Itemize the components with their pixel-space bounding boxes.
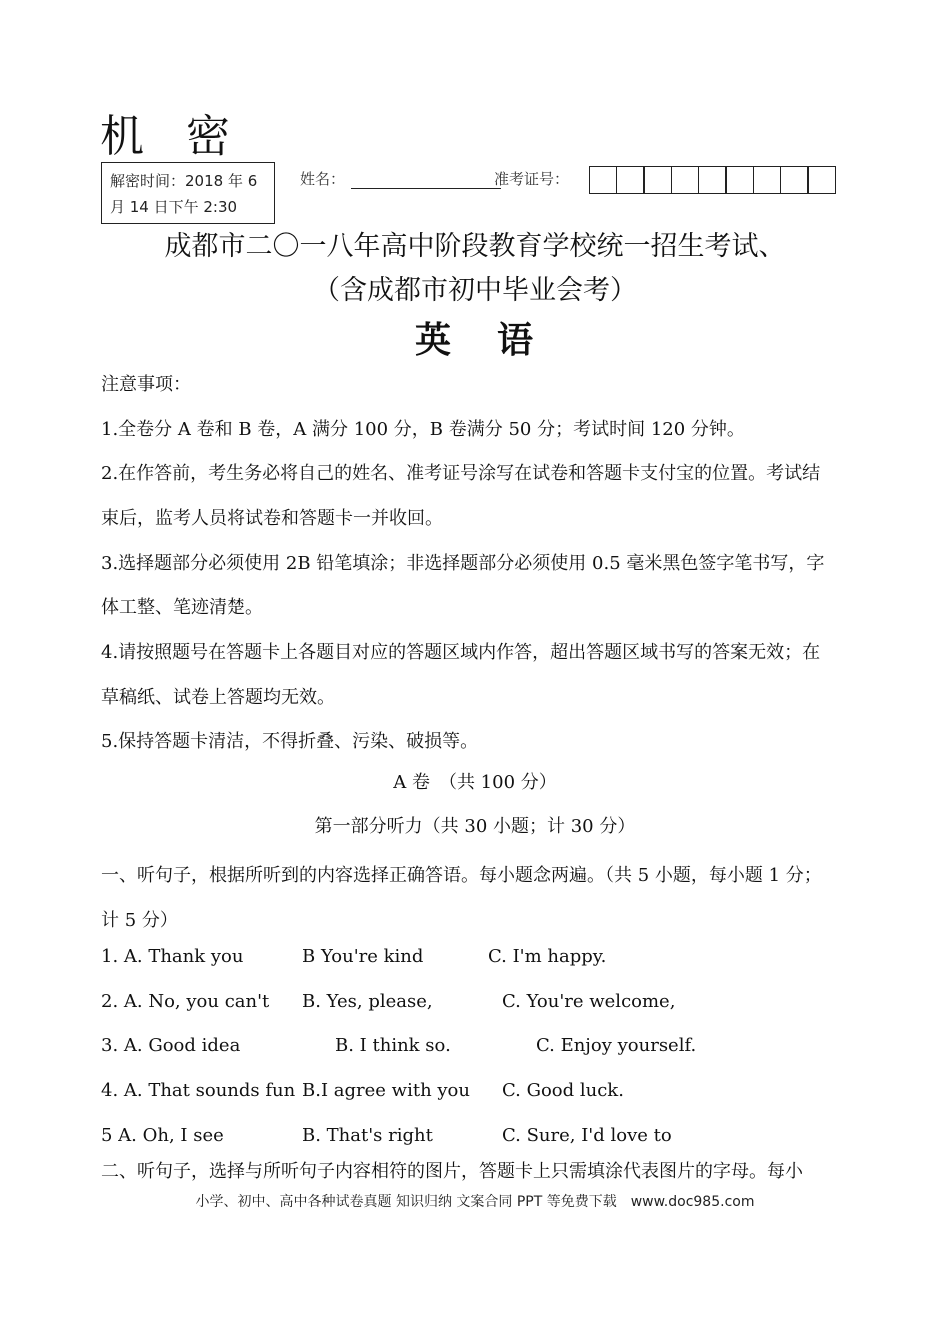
id-label: 准考证号： bbox=[494, 170, 570, 188]
question-1-option-c: C. I'm happy. bbox=[488, 946, 607, 967]
id-digit-box[interactable] bbox=[671, 166, 700, 194]
section-2-intro: 二、听句子，选择与所听句子内容相符的图片，答题卡上只需填涂代表图片的字母。每小 bbox=[101, 1161, 803, 1182]
id-digit-box[interactable] bbox=[589, 166, 618, 194]
question-1-option-b: B You're kind bbox=[302, 946, 424, 967]
question-3-option-a: 3. A. Good idea bbox=[101, 1035, 241, 1056]
notice-item-3b: 体工整、笔迹清楚。 bbox=[101, 597, 263, 618]
notice-item-4a: 4.请按照题号在答题卡上各题目对应的答题区域内作答，超出答题区域书写的答案无效；在 bbox=[101, 642, 821, 663]
subject-char-1: 英 bbox=[414, 319, 453, 361]
question-5-option-b: B. That's right bbox=[302, 1125, 433, 1146]
question-3-option-b: B. I think so. bbox=[335, 1035, 451, 1056]
subject-char-2: 语 bbox=[497, 319, 536, 361]
declassification-box bbox=[101, 162, 275, 224]
notice-item-1: 1.全卷分 A 卷和 B 卷，A 满分 100 分，B 卷满分 50 分；考试时间 120 分钟。 bbox=[101, 419, 745, 440]
id-digit-box[interactable] bbox=[807, 166, 836, 194]
id-digit-box[interactable] bbox=[616, 166, 645, 194]
id-digit-box[interactable] bbox=[753, 166, 782, 194]
notice-item-5: 5.保持答题卡清洁，不得折叠、污染、破损等。 bbox=[101, 731, 479, 752]
name-label: 姓名： bbox=[300, 170, 346, 188]
question-5-option-c: C. Sure, I'd love to bbox=[502, 1125, 672, 1146]
question-4-option-a: 4. A. That sounds fun bbox=[101, 1080, 296, 1101]
id-digit-box[interactable] bbox=[698, 166, 727, 194]
notice-item-3a: 3.选择题部分必须使用 2B 铅笔填涂；非选择题部分必须使用 0.5 毫米黑色签字笔书写，字 bbox=[101, 553, 825, 574]
name-field[interactable] bbox=[300, 168, 501, 189]
question-2-option-a: 2. A. No, you can't bbox=[101, 991, 270, 1012]
secret-char-2: 密 bbox=[186, 111, 234, 162]
declass-line-2: 月 14 日下午 2:30 bbox=[110, 198, 238, 216]
question-4-option-b: B.I agree with you bbox=[302, 1080, 470, 1101]
question-2-option-c: C. You're welcome, bbox=[502, 991, 676, 1012]
question-2-option-b: B. Yes, please, bbox=[302, 991, 433, 1012]
id-number-boxes[interactable] bbox=[590, 166, 836, 194]
id-digit-box[interactable] bbox=[643, 166, 672, 194]
section-1-intro-b: 计 5 分） bbox=[101, 910, 178, 931]
exam-title-line-2: （含成都市初中毕业会考） bbox=[313, 275, 637, 306]
exam-title-line-1: 成都市二〇一八年高中阶段教育学校统一招生考试、 bbox=[164, 231, 786, 262]
declass-line-1: 解密时间：2018 年 6 bbox=[110, 172, 258, 190]
question-3-option-c: C. Enjoy yourself. bbox=[536, 1035, 697, 1056]
id-digit-box[interactable] bbox=[725, 166, 754, 194]
question-5-option-a: 5 A. Oh, I see bbox=[101, 1125, 224, 1146]
secret-mark bbox=[100, 100, 234, 164]
part-1-heading: 第一部分听力（共 30 小题；计 30 分） bbox=[314, 816, 636, 837]
name-blank[interactable] bbox=[351, 174, 501, 189]
paper-a-heading: A 卷 （共 100 分） bbox=[393, 772, 557, 793]
notice-item-2b: 束后，监考人员将试卷和答题卡一并收回。 bbox=[101, 508, 443, 529]
question-1-option-a: 1. A. Thank you bbox=[101, 946, 244, 967]
subject-title bbox=[0, 312, 950, 363]
notice-heading: 注意事项： bbox=[101, 374, 191, 395]
page-footer: 小学、初中、高中各种试卷真题 知识归纳 文案合同 PPT 等免费下载 www.doc985.com bbox=[195, 1194, 755, 1210]
question-4-option-c: C. Good luck. bbox=[502, 1080, 624, 1101]
section-1-intro-a: 一、听句子，根据所听到的内容选择正确答语。每小题念两遍。（共 5 小题，每小题 1 分； bbox=[101, 865, 822, 886]
secret-char-1: 机 bbox=[100, 111, 148, 162]
notice-item-4b: 草稿纸、试卷上答题均无效。 bbox=[101, 687, 335, 708]
id-digit-box[interactable] bbox=[780, 166, 809, 194]
notice-item-2a: 2.在作答前，考生务必将自己的姓名、准考证号涂写在试卷和答题卡支付宝的位置。考试结 bbox=[101, 463, 821, 484]
